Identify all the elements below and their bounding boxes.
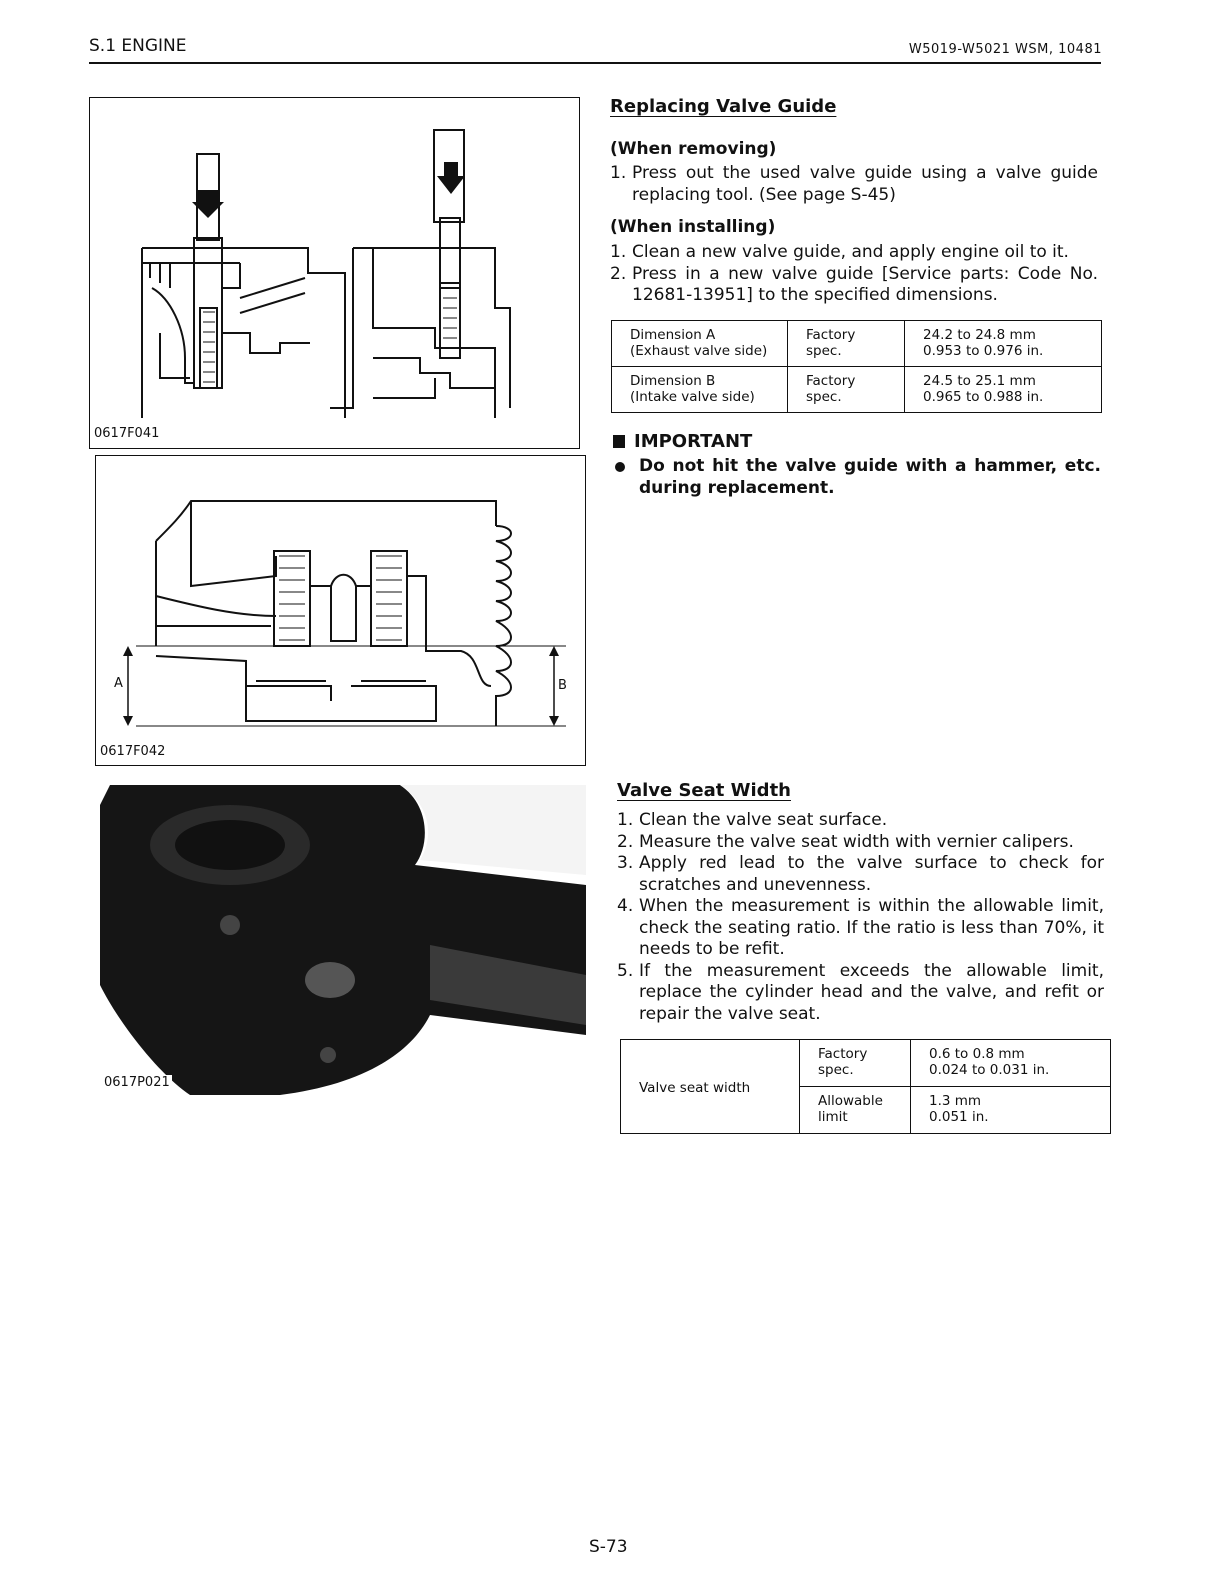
valve-guide-press-illustration: [90, 98, 579, 418]
spec-value-in: 0.051 in.: [929, 1109, 989, 1125]
valve-seat-steps: [617, 810, 1104, 1025]
table-row: [612, 367, 1102, 413]
spec-type: limit: [818, 1109, 848, 1125]
page-number: S-73: [589, 1537, 628, 1557]
valve-guide-dimension-table: [611, 320, 1102, 413]
step-number: 1.: [610, 163, 627, 183]
installing-step: [610, 242, 1098, 264]
step-number: 1.: [610, 242, 627, 262]
step-text: Measure the valve seat width with vernier calipers.: [639, 831, 1074, 852]
dimension-b-label: B: [558, 678, 567, 693]
spec-value-cell: [911, 1040, 1111, 1087]
spec-type-cell: [800, 1040, 911, 1087]
spec-value-in: 0.024 to 0.031 in.: [929, 1062, 1050, 1078]
dimension-a-label: A: [114, 676, 123, 691]
step-number: 3.: [617, 853, 634, 873]
spec-type: Allowable: [818, 1093, 883, 1109]
spec-type: spec.: [806, 389, 842, 405]
step-text: Clean a new valve guide, and apply engine oil to it.: [632, 242, 1069, 262]
spec-value-cell: [911, 1087, 1111, 1134]
spec-value-mm: 24.5 to 25.1 mm: [923, 373, 1036, 389]
important-text: Do not hit the valve guide with a hammer, etc. during replacement.: [639, 456, 1101, 498]
spec-type: Factory: [818, 1046, 868, 1062]
installing-step: [610, 264, 1098, 307]
removing-steps: [610, 163, 1098, 206]
figure-valve-guide-dimensions: [95, 455, 586, 766]
figure-code: 0617F041: [94, 426, 160, 441]
step-text: Apply red lead to the valve surface to check for scratches and unevenness.: [639, 853, 1104, 895]
header-rule: [89, 62, 1101, 64]
valve-seat-step: [617, 853, 1104, 896]
dimension-label-cell: [612, 367, 788, 413]
step-number: 2.: [617, 831, 634, 852]
valve-seat-step: [617, 896, 1104, 961]
valve-seat-photo-illustration: [100, 785, 586, 1095]
figure-valve-guide-press: [89, 97, 580, 449]
step-text: When the measurement is within the allowable limit, check the seating ratio. If the ratio is less than 70%, it needs to be refit.: [639, 896, 1104, 959]
dimension-side: (Exhaust valve side): [630, 343, 768, 359]
dimension-name: Dimension B: [630, 373, 716, 389]
valve-seat-width-table: [620, 1039, 1111, 1134]
step-number: 2.: [610, 263, 627, 284]
step-number: 5.: [617, 960, 634, 981]
section-title: S.1 ENGINE: [89, 36, 187, 56]
replacing-valve-guide-heading: Replacing Valve Guide: [610, 96, 837, 117]
spec-type-cell: [788, 321, 905, 367]
valve-seat-step: [617, 961, 1104, 1026]
important-square-icon: [613, 435, 625, 448]
dimension-name: Dimension A: [630, 327, 716, 343]
spec-type: spec.: [806, 343, 842, 359]
valve-seat-width-label: Valve seat width: [639, 1079, 751, 1096]
step-text: Press in a new valve guide [Service parts: Code No. 12681-13951] to the specified dimensions.: [632, 263, 1098, 305]
bullet-icon: [615, 462, 625, 472]
installing-steps: [610, 242, 1098, 307]
when-installing-heading: (When installing): [610, 217, 776, 237]
spec-value-cell: [905, 321, 1102, 367]
spec-type-cell: [800, 1087, 911, 1134]
valve-guide-dimension-illustration: [96, 456, 585, 736]
step-text: If the measurement exceeds the allowable limit, replace the cylinder head and the valve, and refit or repair the valve seat.: [639, 960, 1104, 1024]
step-text: Clean the valve seat surface.: [639, 810, 888, 830]
removing-step: [610, 163, 1098, 206]
valve-seat-width-label-cell: [621, 1040, 800, 1134]
spec-type-cell: [788, 367, 905, 413]
important-title: IMPORTANT: [634, 431, 753, 452]
press-arrow-right-icon: [437, 162, 465, 194]
spec-value-mm: 0.6 to 0.8 mm: [929, 1046, 1025, 1062]
spec-value-mm: 1.3 mm: [929, 1093, 982, 1109]
valve-seat-step: [617, 810, 1104, 832]
spec-type: spec.: [818, 1062, 854, 1078]
table-row: [612, 321, 1102, 367]
valve-seat-step: [617, 832, 1104, 854]
step-number: 4.: [617, 896, 634, 916]
spec-type: Factory: [806, 327, 856, 343]
spec-value-mm: 24.2 to 24.8 mm: [923, 327, 1036, 343]
spec-value-in: 0.965 to 0.988 in.: [923, 389, 1044, 405]
step-number: 1.: [617, 810, 634, 830]
photo-valve-seat-measurement: [100, 785, 586, 1095]
important-notice: [613, 431, 1101, 499]
spec-type: Factory: [806, 373, 856, 389]
spec-value-cell: [905, 367, 1102, 413]
step-text: Press out the used valve guide using a valve guide replacing tool. (See page S-45): [632, 163, 1098, 205]
dimension-side: (Intake valve side): [630, 389, 755, 405]
table-row: [621, 1040, 1111, 1087]
when-removing-heading: (When removing): [610, 139, 777, 159]
dimension-label-cell: [612, 321, 788, 367]
valve-seat-width-heading: Valve Seat Width: [617, 780, 791, 801]
model-reference: W5019-W5021 WSM, 10481: [908, 42, 1102, 57]
spec-value-in: 0.953 to 0.976 in.: [923, 343, 1044, 359]
figure-code: 0617F042: [100, 744, 166, 759]
figure-code: 0617P021: [104, 1075, 170, 1090]
